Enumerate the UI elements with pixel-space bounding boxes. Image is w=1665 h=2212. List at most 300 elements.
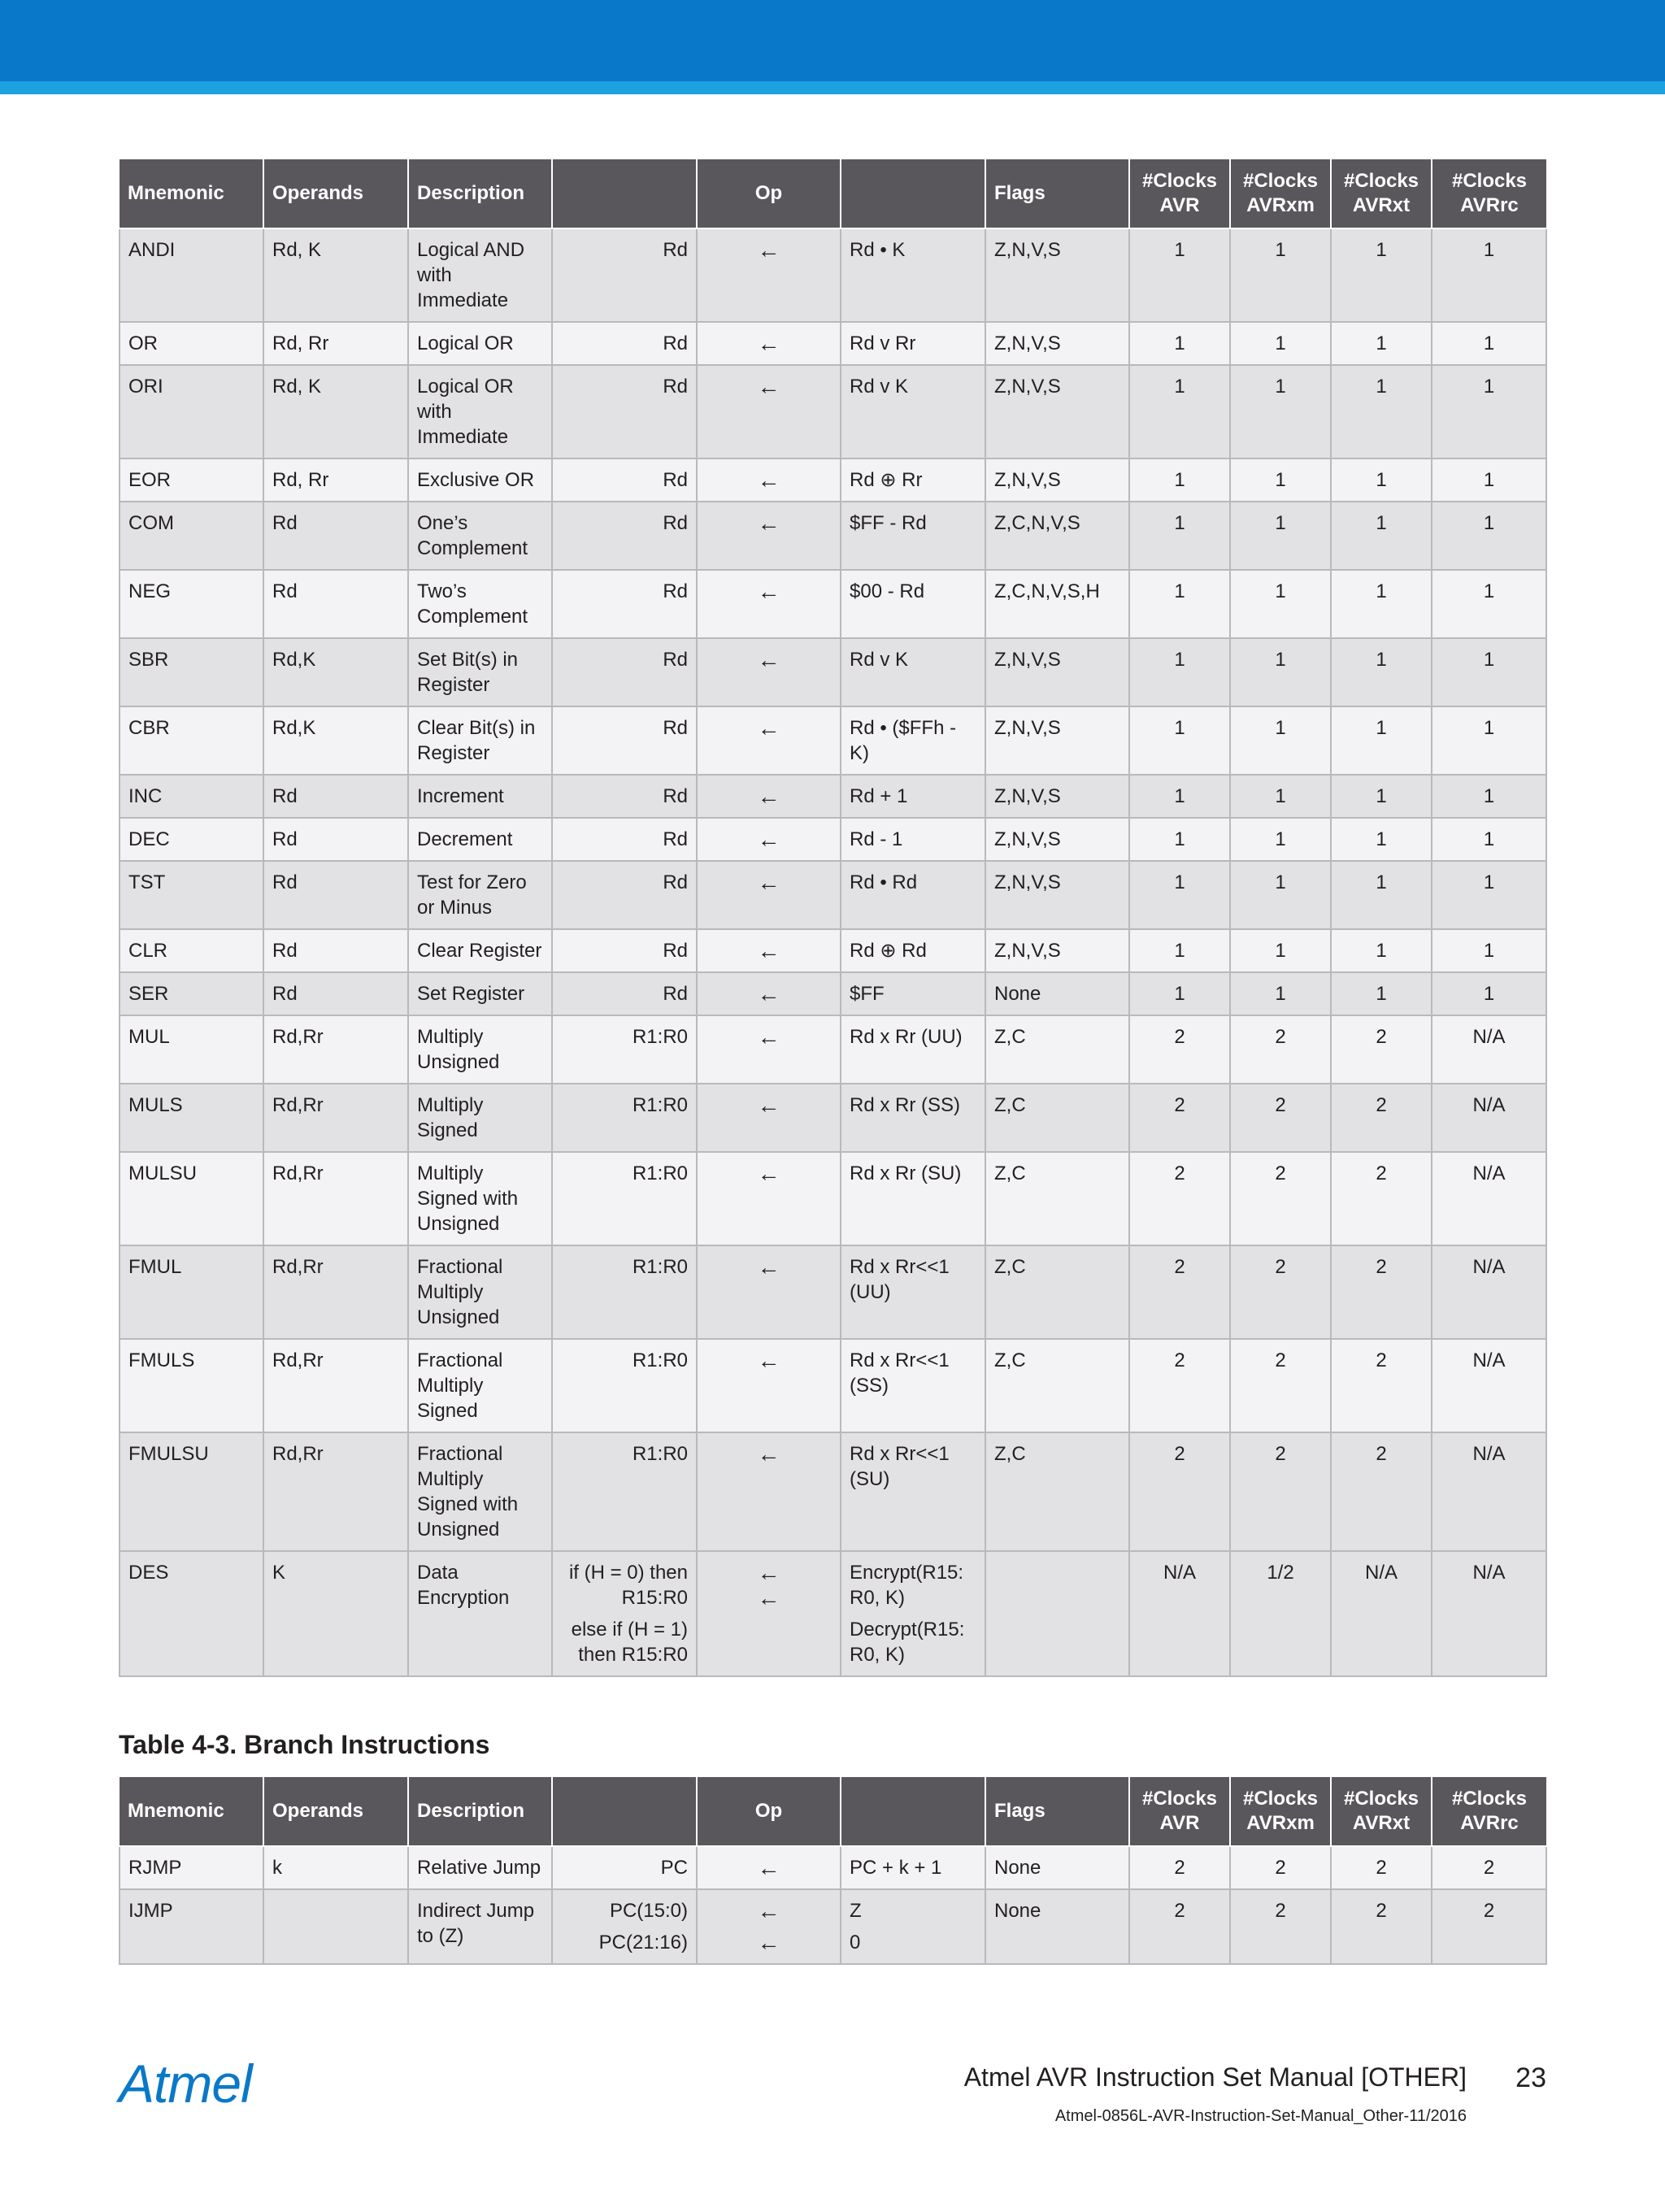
- table-row: [120, 570, 1546, 638]
- cell-clocks-avr: 1: [1129, 638, 1230, 706]
- table-row: [120, 929, 1546, 972]
- cell-description: Logical AND with Immediate: [408, 228, 552, 322]
- cell-mnemonic: NEG: [120, 570, 263, 638]
- cell-flags: None: [985, 1889, 1129, 1964]
- cell-clocks-avr: 1: [1129, 322, 1230, 365]
- cell-clocks-avrxt: 2: [1331, 1245, 1432, 1339]
- cell-clocks-avrrc: 1: [1432, 365, 1546, 458]
- cell-dest: Rd: [552, 365, 697, 458]
- arrow-icon: ←: [697, 1084, 841, 1152]
- cell-operands: Rd,Rr: [263, 1015, 408, 1084]
- cell-description: Multiply Signed with Unsigned: [408, 1152, 552, 1245]
- cell-clocks-avr: N/A: [1129, 1551, 1230, 1676]
- cell-dest: Rd: [552, 322, 697, 365]
- cell-description: Logical OR with Immediate: [408, 365, 552, 458]
- cell-clocks-avrxm: 2: [1230, 1084, 1331, 1152]
- cell-mnemonic: OR: [120, 322, 263, 365]
- cell-clocks-avrxm: 1: [1230, 706, 1331, 775]
- cell-clocks-avrxm: 1: [1230, 570, 1331, 638]
- cell-clocks-avrxt: 1: [1331, 929, 1432, 972]
- arrow-icon: ←: [697, 1339, 841, 1432]
- cell-dest: R1:R0: [552, 1015, 697, 1084]
- cell-clocks-avrxt: N/A: [1331, 1551, 1432, 1676]
- cell-operands: Rd: [263, 502, 408, 570]
- cell-clocks-avrxm: 1: [1230, 228, 1331, 322]
- cell-description: Relative Jump: [408, 1846, 552, 1889]
- cell-description: Fractional Multiply Signed with Unsigned: [408, 1432, 552, 1551]
- table-row: [120, 1432, 1546, 1551]
- cell-clocks-avr: 1: [1129, 458, 1230, 502]
- cell-expr: Rd ⊕ Rr: [841, 458, 985, 502]
- table-row: [120, 1015, 1546, 1084]
- cell-expr: Rd • ($FFh - K): [841, 706, 985, 775]
- table-row: [120, 706, 1546, 775]
- cell-clocks-avrxm: 1: [1230, 458, 1331, 502]
- cell-clocks-avr: 2: [1129, 1084, 1230, 1152]
- cell-clocks-avrxt: 2: [1331, 1339, 1432, 1432]
- cell-dest: Rd: [552, 638, 697, 706]
- cell-operands: Rd,Rr: [263, 1245, 408, 1339]
- cell-expr: Rd • Rd: [841, 861, 985, 929]
- cell-clocks-avrxm: 2: [1230, 1245, 1331, 1339]
- footer-title: Atmel AVR Instruction Set Manual [OTHER]: [963, 2062, 1467, 2092]
- cell-flags: Z,N,V,S: [985, 818, 1129, 861]
- cell-description: Logical OR: [408, 322, 552, 365]
- cell-clocks-avrxm: 2: [1230, 1889, 1331, 1964]
- col-description: Description: [408, 1777, 552, 1846]
- arrow-icon: ←: [697, 861, 841, 929]
- cell-clocks-avrrc: N/A: [1432, 1152, 1546, 1245]
- arrow-icon: ←: [697, 228, 841, 322]
- cell-clocks-avrrc: N/A: [1432, 1551, 1546, 1676]
- cell-clocks-avrxt: 1: [1331, 502, 1432, 570]
- cell-dest: R1:R0: [552, 1084, 697, 1152]
- arrow-icon: ←: [757, 1898, 780, 1923]
- cell-clocks-avr: 2: [1129, 1432, 1230, 1551]
- cell-clocks-avr: 1: [1129, 775, 1230, 818]
- cell-flags: Z,N,V,S: [985, 458, 1129, 502]
- cell-mnemonic: MULS: [120, 1084, 263, 1152]
- cell-expr: [841, 1551, 985, 1676]
- arrow-icon: ←: [697, 972, 841, 1015]
- cell-flags: Z,C: [985, 1432, 1129, 1551]
- cell-expr: $00 - Rd: [841, 570, 985, 638]
- cell-description: Exclusive OR: [408, 458, 552, 502]
- cell-clocks-avrxm: 2: [1230, 1432, 1331, 1551]
- cell-dest: [552, 1889, 697, 1964]
- cell-clocks-avr: 2: [1129, 1245, 1230, 1339]
- cell-clocks-avrxm: 1: [1230, 972, 1331, 1015]
- table-row: [120, 322, 1546, 365]
- ijmp-dest-1: PC(15:0): [609, 1900, 688, 1922]
- cell-operands: Rd, Rr: [263, 458, 408, 502]
- cell-clocks-avr: 2: [1129, 1152, 1230, 1245]
- table-row: [120, 972, 1546, 1015]
- cell-flags: Z,C: [985, 1339, 1129, 1432]
- col-mnemonic: Mnemonic: [120, 159, 263, 228]
- cell-flags: Z,N,V,S: [985, 322, 1129, 365]
- cell-clocks-avrxt: 1: [1331, 818, 1432, 861]
- arrow-icon: ←: [697, 706, 841, 775]
- cell-clocks-avrxm: 1/2: [1230, 1551, 1331, 1676]
- cell-description: Indirect Jump to (Z): [408, 1889, 552, 1964]
- cell-clocks-avrxt: 1: [1331, 972, 1432, 1015]
- cell-operands: k: [263, 1846, 408, 1889]
- cell-clocks-avrxt: 1: [1331, 861, 1432, 929]
- branch-table: [119, 1777, 1547, 1965]
- cell-clocks-avr: 1: [1129, 972, 1230, 1015]
- atmel-logo: Atmel: [119, 2053, 252, 2114]
- cell-operands: Rd,Rr: [263, 1152, 408, 1245]
- cell-clocks-avrxm: 2: [1230, 1846, 1331, 1889]
- cell-expr: Rd x Rr (SU): [841, 1152, 985, 1245]
- cell-operands: Rd,Rr: [263, 1432, 408, 1551]
- col-flags: Flags: [985, 1777, 1129, 1846]
- cell-clocks-avrxm: 2: [1230, 1339, 1331, 1432]
- col-operands: Operands: [263, 1777, 408, 1846]
- cell-dest: [552, 1551, 697, 1676]
- cell-flags: Z,C: [985, 1152, 1129, 1245]
- col-clocks-avrrc: #Clocks AVRrc: [1432, 159, 1546, 228]
- col-op: Op: [697, 1777, 841, 1846]
- cell-description: Decrement: [408, 818, 552, 861]
- cell-description: Fractional Multiply Signed: [408, 1339, 552, 1432]
- cell-dest: Rd: [552, 818, 697, 861]
- cell-clocks-avrxm: 1: [1230, 638, 1331, 706]
- cell-flags: Z,N,V,S: [985, 228, 1129, 322]
- cell-expr: PC + k + 1: [841, 1846, 985, 1889]
- arrow-icon: ←: [697, 458, 841, 502]
- cell-flags: Z,N,V,S: [985, 775, 1129, 818]
- cell-mnemonic: RJMP: [120, 1846, 263, 1889]
- cell-clocks-avrrc: 1: [1432, 458, 1546, 502]
- table-row: [120, 502, 1546, 570]
- col-description: Description: [408, 159, 552, 228]
- cell-mnemonic: FMULSU: [120, 1432, 263, 1551]
- table-row: [120, 1084, 1546, 1152]
- arrow-icon: ←: [697, 638, 841, 706]
- cell-clocks-avrrc: 1: [1432, 228, 1546, 322]
- cell-operands: Rd,K: [263, 706, 408, 775]
- cell-clocks-avrxm: 2: [1230, 1015, 1331, 1084]
- cell-description: Two’s Complement: [408, 570, 552, 638]
- cell-description: Set Bit(s) in Register: [408, 638, 552, 706]
- cell-flags: Z,N,V,S: [985, 861, 1129, 929]
- cell-flags: None: [985, 972, 1129, 1015]
- cell-clocks-avr: 1: [1129, 365, 1230, 458]
- cell-dest: Rd: [552, 861, 697, 929]
- col-op-left: [552, 159, 697, 228]
- cell-clocks-avrxt: 1: [1331, 570, 1432, 638]
- header-stripe: [0, 81, 1665, 94]
- cell-dest: Rd: [552, 228, 697, 322]
- ijmp-dest-2: PC(21:16): [598, 1932, 688, 1953]
- cell-clocks-avrxt: 2: [1331, 1152, 1432, 1245]
- col-clocks-avrxt: #Clocks AVRxt: [1331, 159, 1432, 228]
- cell-description: Set Register: [408, 972, 552, 1015]
- arrow-icon: ←: [697, 1015, 841, 1084]
- col-flags: Flags: [985, 159, 1129, 228]
- cell-clocks-avrrc: 1: [1432, 502, 1546, 570]
- cell-operands: Rd,K: [263, 638, 408, 706]
- cell-mnemonic: CLR: [120, 929, 263, 972]
- cell-clocks-avrxm: 1: [1230, 502, 1331, 570]
- cell-clocks-avrrc: N/A: [1432, 1432, 1546, 1551]
- cell-flags: Z,C,N,V,S,H: [985, 570, 1129, 638]
- cell-mnemonic: SER: [120, 972, 263, 1015]
- cell-clocks-avrxm: 1: [1230, 818, 1331, 861]
- cell-operands: [263, 1889, 408, 1964]
- cell-clocks-avrrc: N/A: [1432, 1339, 1546, 1432]
- cell-mnemonic: FMUL: [120, 1245, 263, 1339]
- table-row: [120, 1339, 1546, 1432]
- cell-flags: Z,C: [985, 1015, 1129, 1084]
- des-dest-1: if (H = 0) then R15:R0: [568, 1562, 688, 1609]
- cell-clocks-avrrc: 2: [1432, 1846, 1546, 1889]
- cell-flags: Z,C: [985, 1084, 1129, 1152]
- des-expr-1: Encrypt(R15: R0, K): [850, 1562, 964, 1609]
- cell-description: Multiply Signed: [408, 1084, 552, 1152]
- cell-clocks-avrxt: 1: [1331, 322, 1432, 365]
- des-expr-2: Decrypt(R15: R0, K): [850, 1619, 965, 1666]
- cell-mnemonic: ORI: [120, 365, 263, 458]
- cell-dest: Rd: [552, 570, 697, 638]
- cell-clocks-avrrc: 1: [1432, 818, 1546, 861]
- cell-mnemonic: DES: [120, 1551, 263, 1676]
- cell-operands: Rd: [263, 818, 408, 861]
- table-row: [120, 638, 1546, 706]
- col-operands: Operands: [263, 159, 408, 228]
- table-row: [120, 861, 1546, 929]
- cell-operands: Rd: [263, 775, 408, 818]
- col-op-left: [552, 1777, 697, 1846]
- cell-clocks-avrxt: 1: [1331, 706, 1432, 775]
- cell-mnemonic: INC: [120, 775, 263, 818]
- header-bar: [0, 0, 1665, 81]
- table-row: [120, 458, 1546, 502]
- cell-expr: Rd v Rr: [841, 322, 985, 365]
- col-clocks-avr: #Clocks AVR: [1129, 1777, 1230, 1846]
- cell-expr: Rd x Rr (UU): [841, 1015, 985, 1084]
- col-clocks-avrxm: #Clocks AVRxm: [1230, 159, 1331, 228]
- cell-clocks-avr: 1: [1129, 861, 1230, 929]
- cell-clocks-avrrc: 1: [1432, 570, 1546, 638]
- des-dest-2: else if (H = 1) then R15:R0: [571, 1619, 688, 1666]
- cell-mnemonic: DEC: [120, 818, 263, 861]
- cell-dest: PC: [552, 1846, 697, 1889]
- cell-dest: Rd: [552, 929, 697, 972]
- cell-clocks-avrrc: 1: [1432, 322, 1546, 365]
- table-row-ijmp: [120, 1889, 1546, 1964]
- cell-clocks-avr: 1: [1129, 706, 1230, 775]
- cell-expr: Rd ⊕ Rd: [841, 929, 985, 972]
- cell-clocks-avr: 2: [1129, 1846, 1230, 1889]
- cell-operands: Rd, Rr: [263, 322, 408, 365]
- cell-mnemonic: MUL: [120, 1015, 263, 1084]
- table-header-row: [120, 1777, 1546, 1846]
- cell-clocks-avrrc: 1: [1432, 638, 1546, 706]
- cell-expr: $FF - Rd: [841, 502, 985, 570]
- cell-clocks-avr: 1: [1129, 570, 1230, 638]
- cell-clocks-avrxm: 1: [1230, 775, 1331, 818]
- arrow-icon: ←: [697, 365, 841, 458]
- table-row-rjmp: [120, 1846, 1546, 1889]
- cell-expr: Rd + 1: [841, 775, 985, 818]
- col-clocks-avr: #Clocks AVR: [1129, 159, 1230, 228]
- cell-flags: Z,C,N,V,S: [985, 502, 1129, 570]
- branch-table-body: [120, 1846, 1546, 1964]
- cell-clocks-avrxt: 2: [1331, 1084, 1432, 1152]
- cell-clocks-avrxt: 1: [1331, 365, 1432, 458]
- cell-clocks-avrxt: 2: [1331, 1889, 1432, 1964]
- cell-dest: Rd: [552, 706, 697, 775]
- cell-mnemonic: EOR: [120, 458, 263, 502]
- cell-clocks-avrxm: 1: [1230, 322, 1331, 365]
- arrow-icon: ←: [697, 1245, 841, 1339]
- cell-expr: Rd • K: [841, 228, 985, 322]
- cell-dest: Rd: [552, 502, 697, 570]
- col-clocks-avrxm: #Clocks AVRxm: [1230, 1777, 1331, 1846]
- ijmp-expr-2: 0: [850, 1932, 861, 1953]
- cell-clocks-avr: 1: [1129, 228, 1230, 322]
- cell-clocks-avr: 1: [1129, 502, 1230, 570]
- cell-expr: Rd x Rr<<1 (SU): [841, 1432, 985, 1551]
- table-header-row: [120, 159, 1546, 228]
- ijmp-expr-1: Z: [850, 1900, 862, 1922]
- arrow-icon: ←: [757, 1585, 780, 1610]
- cell-dest: R1:R0: [552, 1152, 697, 1245]
- cell-operands: Rd: [263, 861, 408, 929]
- arrow-icon: ←: [757, 1560, 780, 1585]
- arrow-icon: ←: [697, 1152, 841, 1245]
- cell-expr: Rd x Rr (SS): [841, 1084, 985, 1152]
- cell-flags: None: [985, 1846, 1129, 1889]
- col-clocks-avrrc: #Clocks AVRrc: [1432, 1777, 1546, 1846]
- cell-flags: Z,N,V,S: [985, 929, 1129, 972]
- arrow-icon: ←: [697, 570, 841, 638]
- cell-clocks-avrrc: 1: [1432, 861, 1546, 929]
- cell-expr: Rd - 1: [841, 818, 985, 861]
- cell-clocks-avrxm: 1: [1230, 929, 1331, 972]
- arrow-icon: ←: [697, 502, 841, 570]
- cell-description: Increment: [408, 775, 552, 818]
- cell-clocks-avrrc: 1: [1432, 706, 1546, 775]
- cell-dest: R1:R0: [552, 1432, 697, 1551]
- cell-arrow: [697, 1551, 841, 1676]
- cell-clocks-avrxt: 1: [1331, 775, 1432, 818]
- cell-clocks-avrrc: 1: [1432, 929, 1546, 972]
- cell-clocks-avrrc: N/A: [1432, 1084, 1546, 1152]
- cell-dest: Rd: [552, 458, 697, 502]
- cell-clocks-avrrc: 1: [1432, 972, 1546, 1015]
- document-id: Atmel-0856L-AVR-Instruction-Set-Manual_Other-11/2016: [1054, 2107, 1467, 2125]
- page-number: 23: [1515, 2062, 1546, 2093]
- table-row: [120, 1245, 1546, 1339]
- cell-expr: [841, 1889, 985, 1964]
- cell-expr: Rd v K: [841, 365, 985, 458]
- cell-description: Clear Register: [408, 929, 552, 972]
- cell-expr: Rd v K: [841, 638, 985, 706]
- cell-clocks-avr: 2: [1129, 1339, 1230, 1432]
- cell-clocks-avrrc: N/A: [1432, 1245, 1546, 1339]
- cell-flags: Z,N,V,S: [985, 365, 1129, 458]
- arrow-icon: ←: [697, 1846, 841, 1889]
- cell-clocks-avrxt: 2: [1331, 1846, 1432, 1889]
- cell-clocks-avrrc: 1: [1432, 775, 1546, 818]
- cell-mnemonic: ANDI: [120, 228, 263, 322]
- arith-logic-table: [119, 159, 1547, 1677]
- cell-expr: Rd x Rr<<1 (SS): [841, 1339, 985, 1432]
- table-row: [120, 818, 1546, 861]
- table-caption: Table 4-3. Branch Instructions: [119, 1730, 490, 1759]
- cell-dest: Rd: [552, 775, 697, 818]
- cell-clocks-avrxt: 2: [1331, 1015, 1432, 1084]
- cell-flags: Z,C: [985, 1245, 1129, 1339]
- cell-mnemonic: SBR: [120, 638, 263, 706]
- cell-dest: R1:R0: [552, 1339, 697, 1432]
- cell-clocks-avrxm: 2: [1230, 1152, 1331, 1245]
- cell-description: One’s Complement: [408, 502, 552, 570]
- cell-clocks-avr: 1: [1129, 818, 1230, 861]
- cell-mnemonic: FMULS: [120, 1339, 263, 1432]
- arrow-icon: ←: [757, 1930, 780, 1955]
- col-mnemonic: Mnemonic: [120, 1777, 263, 1846]
- cell-clocks-avrxt: 1: [1331, 458, 1432, 502]
- cell-mnemonic: MULSU: [120, 1152, 263, 1245]
- arrow-icon: ←: [697, 818, 841, 861]
- arrow-icon: ←: [697, 775, 841, 818]
- cell-clocks-avrrc: 2: [1432, 1889, 1546, 1964]
- cell-dest: Rd: [552, 972, 697, 1015]
- col-op-right: [841, 1777, 985, 1846]
- cell-operands: K: [263, 1551, 408, 1676]
- cell-expr: $FF: [841, 972, 985, 1015]
- cell-operands: Rd: [263, 929, 408, 972]
- table-row: [120, 365, 1546, 458]
- cell-clocks-avr: 1: [1129, 929, 1230, 972]
- cell-description: Clear Bit(s) in Register: [408, 706, 552, 775]
- cell-operands: Rd: [263, 972, 408, 1015]
- cell-description: Data Encryption: [408, 1551, 552, 1676]
- cell-clocks-avr: 2: [1129, 1015, 1230, 1084]
- table-row-des: [120, 1551, 1546, 1676]
- cell-flags: Z,N,V,S: [985, 638, 1129, 706]
- cell-mnemonic: TST: [120, 861, 263, 929]
- cell-description: Fractional Multiply Unsigned: [408, 1245, 552, 1339]
- cell-flags: Z,N,V,S: [985, 706, 1129, 775]
- arrow-icon: ←: [697, 1432, 841, 1551]
- cell-clocks-avrxt: 1: [1331, 638, 1432, 706]
- cell-description: Test for Zero or Minus: [408, 861, 552, 929]
- cell-operands: Rd,Rr: [263, 1339, 408, 1432]
- cell-operands: Rd: [263, 570, 408, 638]
- cell-mnemonic: COM: [120, 502, 263, 570]
- col-clocks-avrxt: #Clocks AVRxt: [1331, 1777, 1432, 1846]
- cell-mnemonic: IJMP: [120, 1889, 263, 1964]
- cell-clocks-avrrc: N/A: [1432, 1015, 1546, 1084]
- cell-dest: R1:R0: [552, 1245, 697, 1339]
- des-row-body: [120, 1551, 1546, 1676]
- col-op: Op: [697, 159, 841, 228]
- col-op-right: [841, 159, 985, 228]
- cell-flags: [985, 1551, 1129, 1676]
- cell-operands: Rd,Rr: [263, 1084, 408, 1152]
- table-row: [120, 775, 1546, 818]
- arrow-icon: ←: [697, 929, 841, 972]
- cell-mnemonic: CBR: [120, 706, 263, 775]
- cell-description: Multiply Unsigned: [408, 1015, 552, 1084]
- cell-clocks-avrxm: 1: [1230, 861, 1331, 929]
